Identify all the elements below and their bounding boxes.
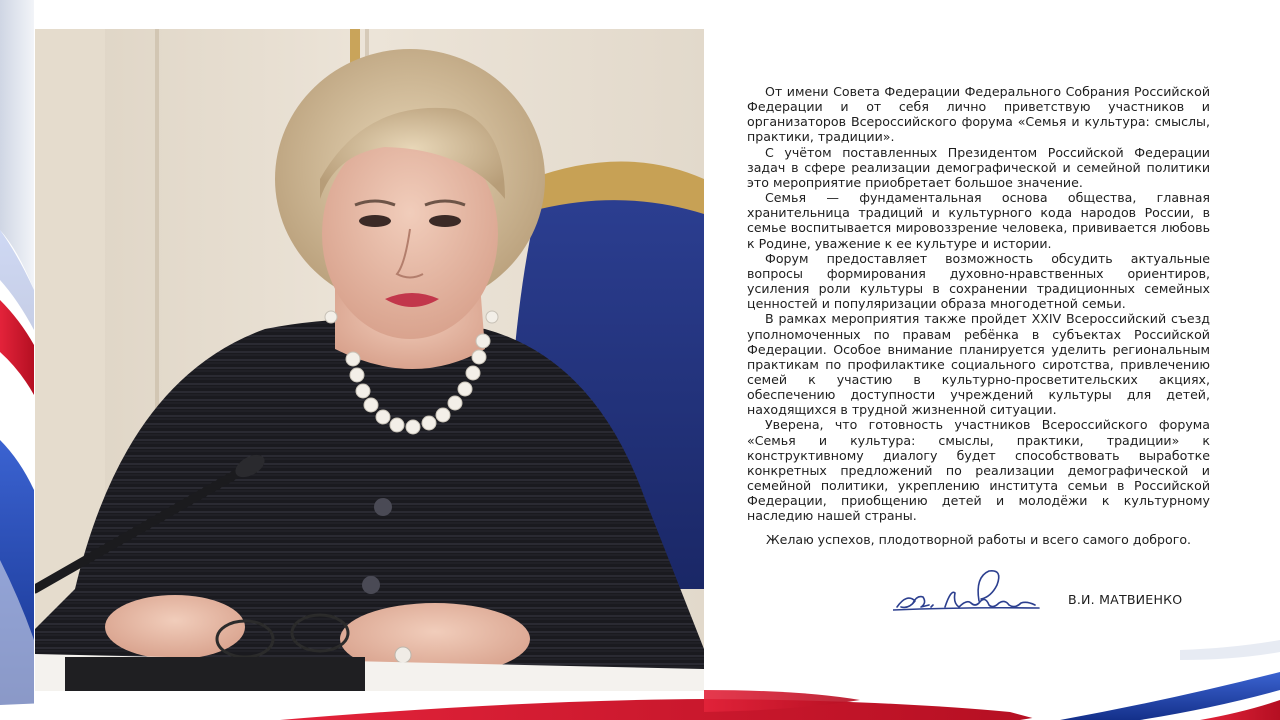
letter-paragraph: В рамках мероприятия также пройдет XXIV Всероссийский съезд уполномоченных по правам ребёнка в субъектах Российской Федерации. Особое внимание планируется уделить региональным практикам по профилактике социального сиротства, привлечению семей к участию в культурно-просветительских акциях, обеспечению доступности учреждений культуры для детей, находящихся в трудной жизненной ситуации. <box>747 311 1210 418</box>
greeting-letter <box>747 84 1210 524</box>
letter-closing: Желаю успехов, плодотворной работы и всего самого доброго. <box>766 532 1192 547</box>
letter-paragraph: Семья — фундаментальная основа общества, главная хранительница традиций и культурного кода народов России, в семье воспитывается мировоззрение человека, прививается любовь к Родине, уважение к ее культуре и истории. <box>747 190 1210 251</box>
portrait-photo <box>35 29 704 691</box>
letter-paragraph: С учётом поставленных Президентом Российской Федерации задач в сфере реализации демографической и семейной политики это мероприятие приобретает большое значение. <box>747 144 1210 190</box>
letter-paragraph: Уверена, что готовность участников Всероссийского форума «Семья и культура: смыслы, практики, традиции» к конструктивному диалогу будет способствовать выработке конкретных предложений по реализации демографической и семейной политики, укреплению института семьи в Российской Федерации, приобщению детей и молодёжи к культурному наследию нашей страны. <box>747 417 1210 524</box>
letter-paragraph: Форум предоставляет возможность обсудить актуальные вопросы формирования духовно-нравственных ориентиров, усиления роли культуры в сохранении традиционных семейных ценностей и популяризации образа многодетной семьи. <box>747 250 1210 312</box>
handwritten-signature <box>893 563 1043 615</box>
letter-paragraph: От имени Совета Федерации Федерального Собрания Российской Федерации и от себя лично приветствую участников и организаторов Всероссийского форума «Семья и культура: смыслы, практики, традиции». <box>747 84 1210 145</box>
signer-name: В.И. МАТВИЕНКО <box>1068 592 1183 607</box>
